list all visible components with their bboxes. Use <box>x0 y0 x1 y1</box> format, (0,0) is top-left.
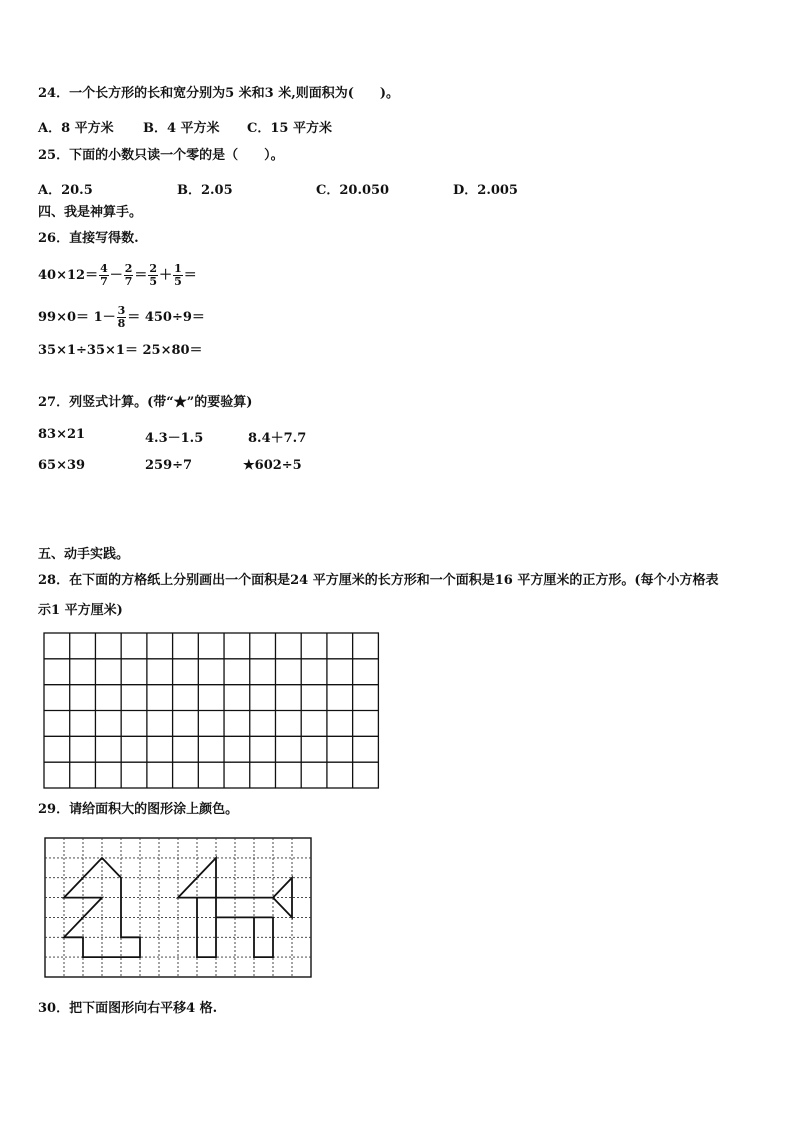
fraction: $\frac{2}{5}$ <box>149 262 158 288</box>
question-29-text: 29．请给面积大的图形涂上颜色。 <box>38 802 239 817</box>
q25-option-a: A．20.5 <box>38 183 93 198</box>
q27-r1-expr-1: 83×21 <box>38 427 86 442</box>
fraction: $\frac{2}{7}$ <box>124 262 133 288</box>
q26-r1-expr-a: 40×12＝ <box>38 268 99 283</box>
fraction: $\frac{4}{7}$ <box>100 262 108 288</box>
q27-r2-expr-2: 259÷7 <box>145 458 193 473</box>
q26-row-2: 99×0＝ 1－ $\frac{3}{8}$ ＝ 450÷9＝ <box>38 304 205 330</box>
q27-r2-expr-1: 65×39 <box>38 458 86 473</box>
section-5-heading: 五、动手实践。 <box>38 547 130 562</box>
q26-r2-expr-d: 450÷9＝ <box>144 310 205 325</box>
section-4-heading: 四、我是神算手。 <box>38 205 143 220</box>
question-26-text: 26．直接写得数. <box>38 231 139 246</box>
q24-option-c: C．15 平方米 <box>247 121 332 136</box>
q28-square-grid[interactable] <box>43 632 383 792</box>
question-27-text: 27．列竖式计算。(带“★”的要验算) <box>38 395 253 410</box>
q25-option-c: C．20.050 <box>316 183 390 198</box>
q27-r1-expr-2: 4.3－1.5 <box>145 431 204 446</box>
question-28-line-1: 28．在下面的方格纸上分别画出一个面积是24 平方厘米的长方形和一个面积是16 平方厘米的正方形。(每个小方格表 <box>38 573 719 588</box>
q26-r2-expr-a: 99×0＝ <box>38 310 90 325</box>
question-24-text: 24．一个长方形的长和宽分别为5 米和3 米,则面积为( )。 <box>38 86 400 101</box>
q26-row-1: 40×12＝ $\frac{4}{7}$ － $\frac{2}{7}$ ＝ $\frac{2}{5}$ ＋ $\frac{1}{5}$ ＝ <box>38 262 197 288</box>
q29-figure-grid <box>43 836 315 982</box>
question-25-text: 25．下面的小数只读一个零的是（ ）。 <box>38 148 284 163</box>
question-28-line-2: 示1 平方厘米) <box>38 603 123 618</box>
q25-option-d: D．2.005 <box>453 183 518 198</box>
question-30-text: 30．把下面图形向右平移4 格. <box>38 1001 218 1016</box>
q24-option-a: A．8 平方米 <box>38 121 114 136</box>
q25-option-b: B．2.05 <box>177 183 233 198</box>
q27-r2-expr-3: ★602÷5 <box>243 458 302 473</box>
q24-option-b: B．4 平方米 <box>143 121 220 136</box>
q26-r3-expr-a: 35×1÷35×1＝ <box>38 343 138 358</box>
q26-row-3 <box>38 343 203 359</box>
fraction: $\frac{3}{8}$ <box>117 304 126 330</box>
q27-r1-expr-3: 8.4＋7.7 <box>248 431 307 446</box>
q26-r3-expr-b: 25×80＝ <box>142 343 203 358</box>
fraction: $\frac{1}{5}$ <box>174 262 182 288</box>
